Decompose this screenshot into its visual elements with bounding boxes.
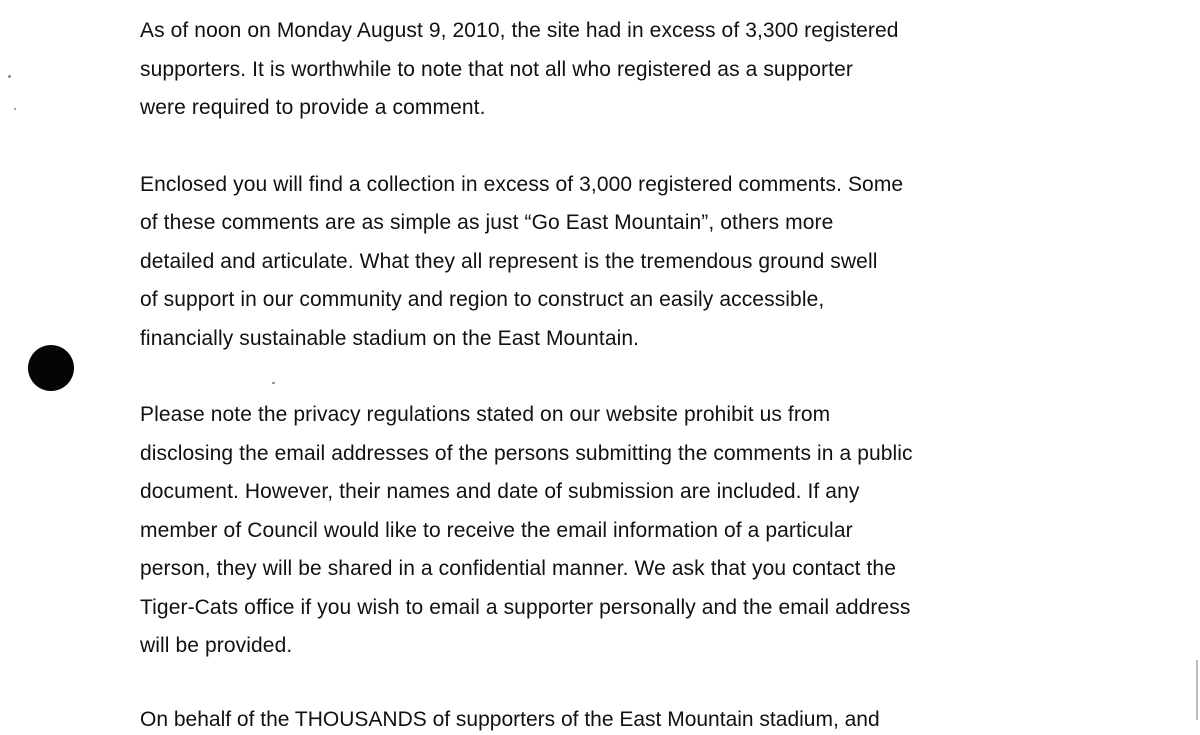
- paragraph-enclosed-comments: [140, 166, 1080, 359]
- partially-visible-closing-line: [140, 705, 1020, 735]
- text-line: of these comments are as simple as just “Go East Mountain”, others more: [140, 211, 834, 234]
- scan-edge-mark: [1196, 660, 1198, 720]
- document-body: [140, 12, 1080, 704]
- binder-punch-hole: [28, 345, 74, 391]
- text-line: Enclosed you will find a collection in excess of 3,000 registered comments. Some: [140, 172, 904, 196]
- text-line: of support in our community and region to construct an easily accessible,: [140, 288, 825, 311]
- text-line: member of Council would like to receive the email information of a particular: [140, 518, 853, 542]
- scan-speck: [8, 75, 11, 78]
- text-line: disclosing the email addresses of the persons submitting the comments in a public: [140, 441, 913, 465]
- text-line: will be provided.: [140, 634, 293, 657]
- text-line: As of noon on Monday August 9, 2010, the site had in excess of 3,300 registered: [140, 19, 899, 42]
- text-line: detailed and articulate. What they all represent is the tremendous ground swell: [140, 249, 878, 273]
- paragraph-registered-supporters: [140, 12, 1080, 128]
- text-line: document. However, their names and date of submission are included. If any: [140, 480, 860, 503]
- text-line: On behalf of the THOUSANDS of supporters of the East Mountain stadium, and: [140, 708, 880, 731]
- scan-speck: [14, 108, 16, 110]
- text-line: were required to provide a comment.: [140, 96, 486, 119]
- paragraph-privacy-regulations: [140, 396, 1080, 666]
- text-line: financially sustainable stadium on the East Mountain.: [140, 326, 640, 350]
- text-line: Please note the privacy regulations stated on our website prohibit us from: [140, 403, 831, 426]
- text-line: Tiger-Cats office if you wish to email a supporter personally and the email address: [140, 595, 911, 619]
- text-line: supporters. It is worthwhile to note that not all who registered as a supporter: [140, 57, 853, 81]
- text-line: person, they will be shared in a confidential manner. We ask that you contact the: [140, 557, 896, 580]
